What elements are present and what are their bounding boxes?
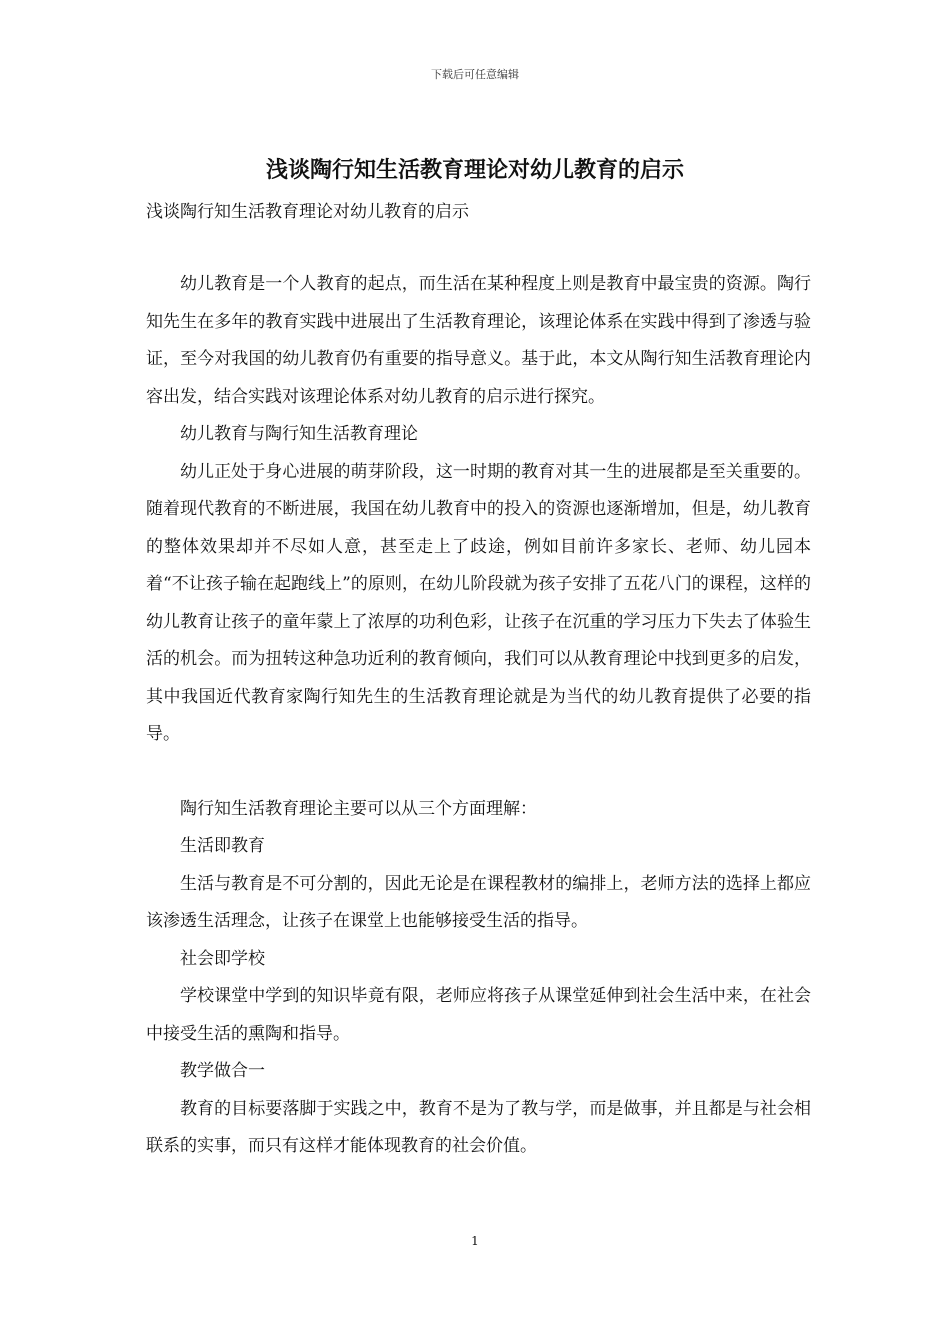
blank-line <box>146 754 811 791</box>
subheading-society-is-school: 社会即学校 <box>180 948 265 969</box>
paragraph-intro: 幼儿教育是一个人教育的起点，而生活在某种程度上则是教育中最宝贵的资源。陶行知先生在多年的教育实践中进展出了生活教育理论，该理论体系在实践中得到了渗透与验证，至今对我国的幼儿教育仍有重要的指导意义。基于此，本文从陶行知生活教育理论内容出发，结合实践对该理论体系对幼儿教育的启示进行探究。 <box>146 274 811 407</box>
page-number: 1 <box>471 1234 479 1248</box>
paragraph-society-is-school: 学校课堂中学到的知识毕竟有限，老师应将孩子从课堂延伸到社会生活中来，在社会中接受生活的熏陶和指导。 <box>146 986 811 1044</box>
paragraph-life-is-education: 生活与教育是不可分割的，因此无论是在课程教材的编排上，老师方法的选择上都应该渗透生活理念，让孩子在课堂上也能够接受生活的指导。 <box>146 873 811 931</box>
subheading-teach-learn-do: 教学做合一 <box>180 1061 265 1081</box>
section-heading: 幼儿教育与陶行知生活教育理论 <box>180 424 418 444</box>
paragraph-teach-learn-do: 教育的目标要落脚于实践之中，教育不是为了教与学，而是做事，并且都是与社会相联系的实事，而只有这样才能体现教育的社会价值。 <box>146 1098 811 1156</box>
paragraph-three-aspects: 陶行知生活教育理论主要可以从三个方面理解： <box>180 798 537 819</box>
paragraph-background: 幼儿正处于身心进展的萌芽阶段，这一时期的教育对其一生的进展都是至关重要的。随着现代教育的不断进展，我国在幼儿教育中的投入的资源也逐渐增加，但是，幼儿教育的整体效果却并不尽如人意，甚至走上了歧途，例如目前许多家长、老师、幼儿园本着“不让孩子输在起跑线上”的原则，在幼儿阶段就为孩子安排了五花八门的课程，这样的幼儿教育让孩子的童年蒙上了浓厚的功利色彩，让孩子在沉重的学习压力下失去了体验生活的机会。而为扭转这种急功近利的教育倾向，我们可以从教育理论中找到更多的启发，其中我国近代教育家陶行知先生的生活教育理论就是为当代的幼儿教育提供了必要的指导。 <box>146 461 811 744</box>
document-subtitle: 浅谈陶行知生活教育理论对幼儿教育的启示 <box>146 202 469 222</box>
document-body <box>146 266 811 1166</box>
document-title: 浅谈陶行知生活教育理论对幼儿教育的启示 <box>265 157 684 183</box>
header-note: 下载后可任意编辑 <box>431 68 519 81</box>
subheading-life-is-education: 生活即教育 <box>180 836 265 856</box>
